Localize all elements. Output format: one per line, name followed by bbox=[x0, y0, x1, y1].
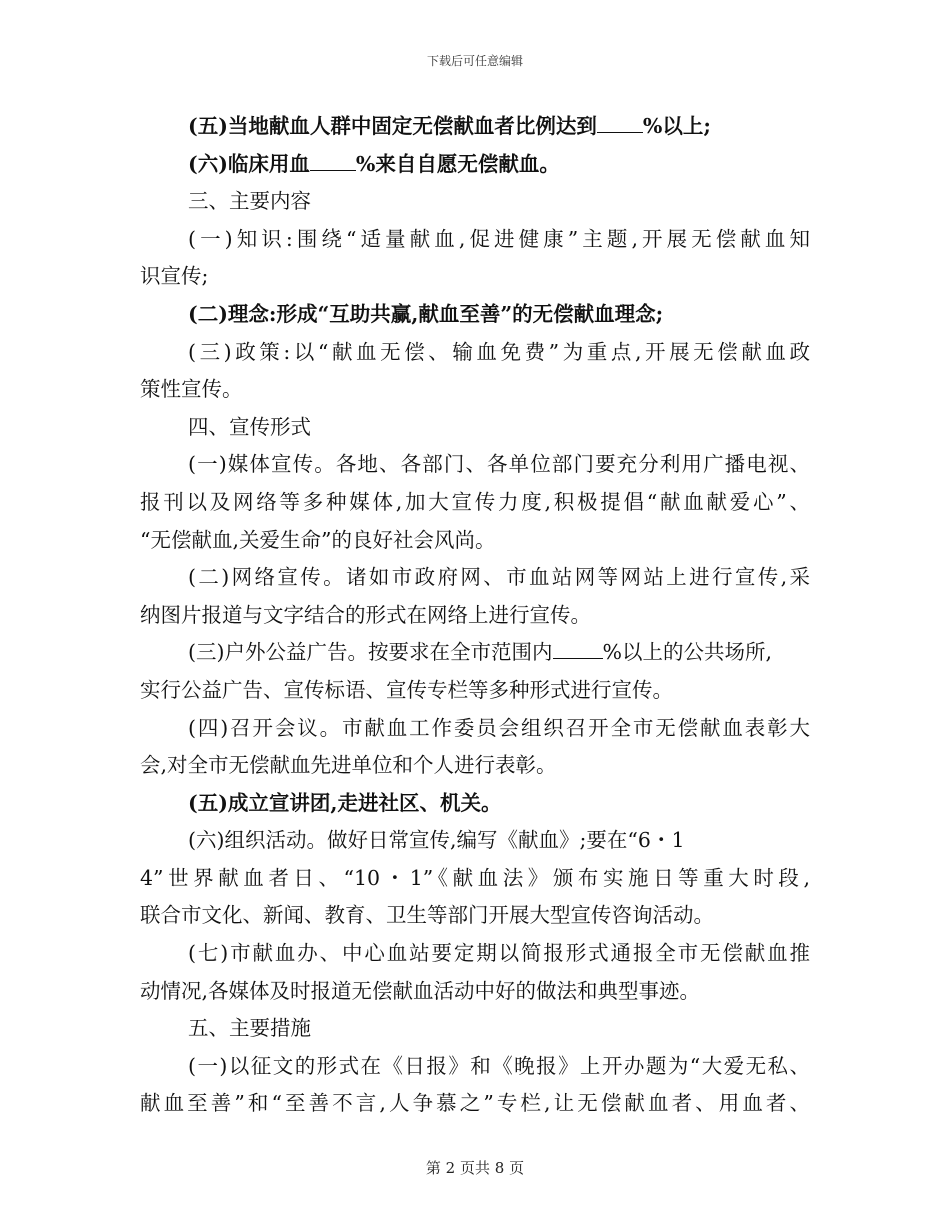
paragraph-line: 识宣传; bbox=[140, 264, 209, 289]
section-heading: 三、主要内容 bbox=[188, 189, 311, 214]
paragraph-line: (七)市献血办、中心血站要定期以简报形式通报全市无偿献血推 bbox=[188, 941, 810, 966]
text-segment: %来自自愿无偿献血。 bbox=[355, 151, 560, 176]
page-header: 下载后可任意编辑 bbox=[426, 54, 523, 68]
paragraph-line: 动情况,各媒体及时报道无偿献血活动中好的做法和典型事迹。 bbox=[140, 978, 701, 1003]
paragraph-line: (二)网络宣传。诸如市政府网、市血站网等网站上进行宣传,采 bbox=[188, 565, 810, 590]
paragraph-line: (三)政策:以“献血无偿、输血免费”为重点,开展无偿献血政 bbox=[188, 339, 810, 364]
section-heading: 五、主要措施 bbox=[188, 1016, 311, 1041]
paragraph-line bbox=[140, 634, 810, 672]
page-footer: 第 2 页共 8 页 bbox=[425, 1159, 525, 1177]
paragraph-line: (五)成立宣讲团,走进社区、机关。 bbox=[188, 790, 502, 815]
paragraph-line: “无偿献血,关爱生命”的良好社会风尚。 bbox=[140, 527, 496, 552]
paragraph-line: 实行公益广告、宣传标语、宣传专栏等多种形式进行宣传。 bbox=[140, 677, 673, 702]
paragraph-line: 献血至善”和“至善不言,人争慕之”专栏,让无偿献血者、用血者、 bbox=[140, 1091, 810, 1116]
section-heading: 四、宣传形式 bbox=[188, 414, 311, 439]
fill-blank bbox=[597, 112, 643, 133]
paragraph-line: 纳图片报道与文字结合的形式在网络上进行宣传。 bbox=[140, 602, 591, 627]
paragraph-line: 报刊以及网络等多种媒体,加大宣传力度,积极提倡“献血献爱心”、 bbox=[140, 489, 810, 514]
paragraph-line: (一)媒体宣传。各地、各部门、各单位部门要充分利用广播电视、 bbox=[188, 452, 810, 477]
text-segment: %以上; bbox=[642, 114, 711, 138]
paragraph-line: 联合市文化、新闻、教育、卫生等部门开展大型宣传咨询活动。 bbox=[140, 903, 714, 928]
paragraph-line: 4”世界献血者日、“10・1”《献血法》颁布实施日等重大时段, bbox=[140, 865, 810, 890]
paragraph-line: (四)召开会议。市献血工作委员会组织召开全市无偿献血表彰大 bbox=[188, 715, 810, 740]
document-body bbox=[140, 108, 810, 1123]
paragraph-line bbox=[140, 146, 810, 184]
paragraph-line: (一)知识:围绕“适量献血,促进健康”主题,开展无偿献血知 bbox=[188, 226, 810, 251]
paragraph-line: (六)组织活动。做好日常宣传,编写《献血》;要在“6・1 bbox=[188, 828, 685, 853]
paragraph-line: 策性宣传。 bbox=[140, 377, 243, 402]
text-segment: (五)当地献血人群中固定无偿献血者比例达到 bbox=[188, 114, 597, 138]
paragraph-line: (一)以征文的形式在《日报》和《晚报》上开办题为“大爱无私、 bbox=[188, 1053, 810, 1078]
text-segment: %以上的公共场所, bbox=[602, 640, 772, 665]
paragraph-line: 会,对全市无偿献血先进单位和个人进行表彰。 bbox=[140, 753, 557, 778]
text-segment: (六)临床用血 bbox=[188, 151, 310, 176]
paragraph-line bbox=[140, 108, 810, 146]
fill-blank bbox=[553, 638, 603, 659]
paragraph-line: (二)理念:形成“互助共赢,献血至善”的无偿献血理念; bbox=[188, 301, 664, 326]
fill-blank bbox=[310, 150, 356, 171]
text-segment: (三)户外公益广告。按要求在全市范围内 bbox=[188, 640, 553, 665]
